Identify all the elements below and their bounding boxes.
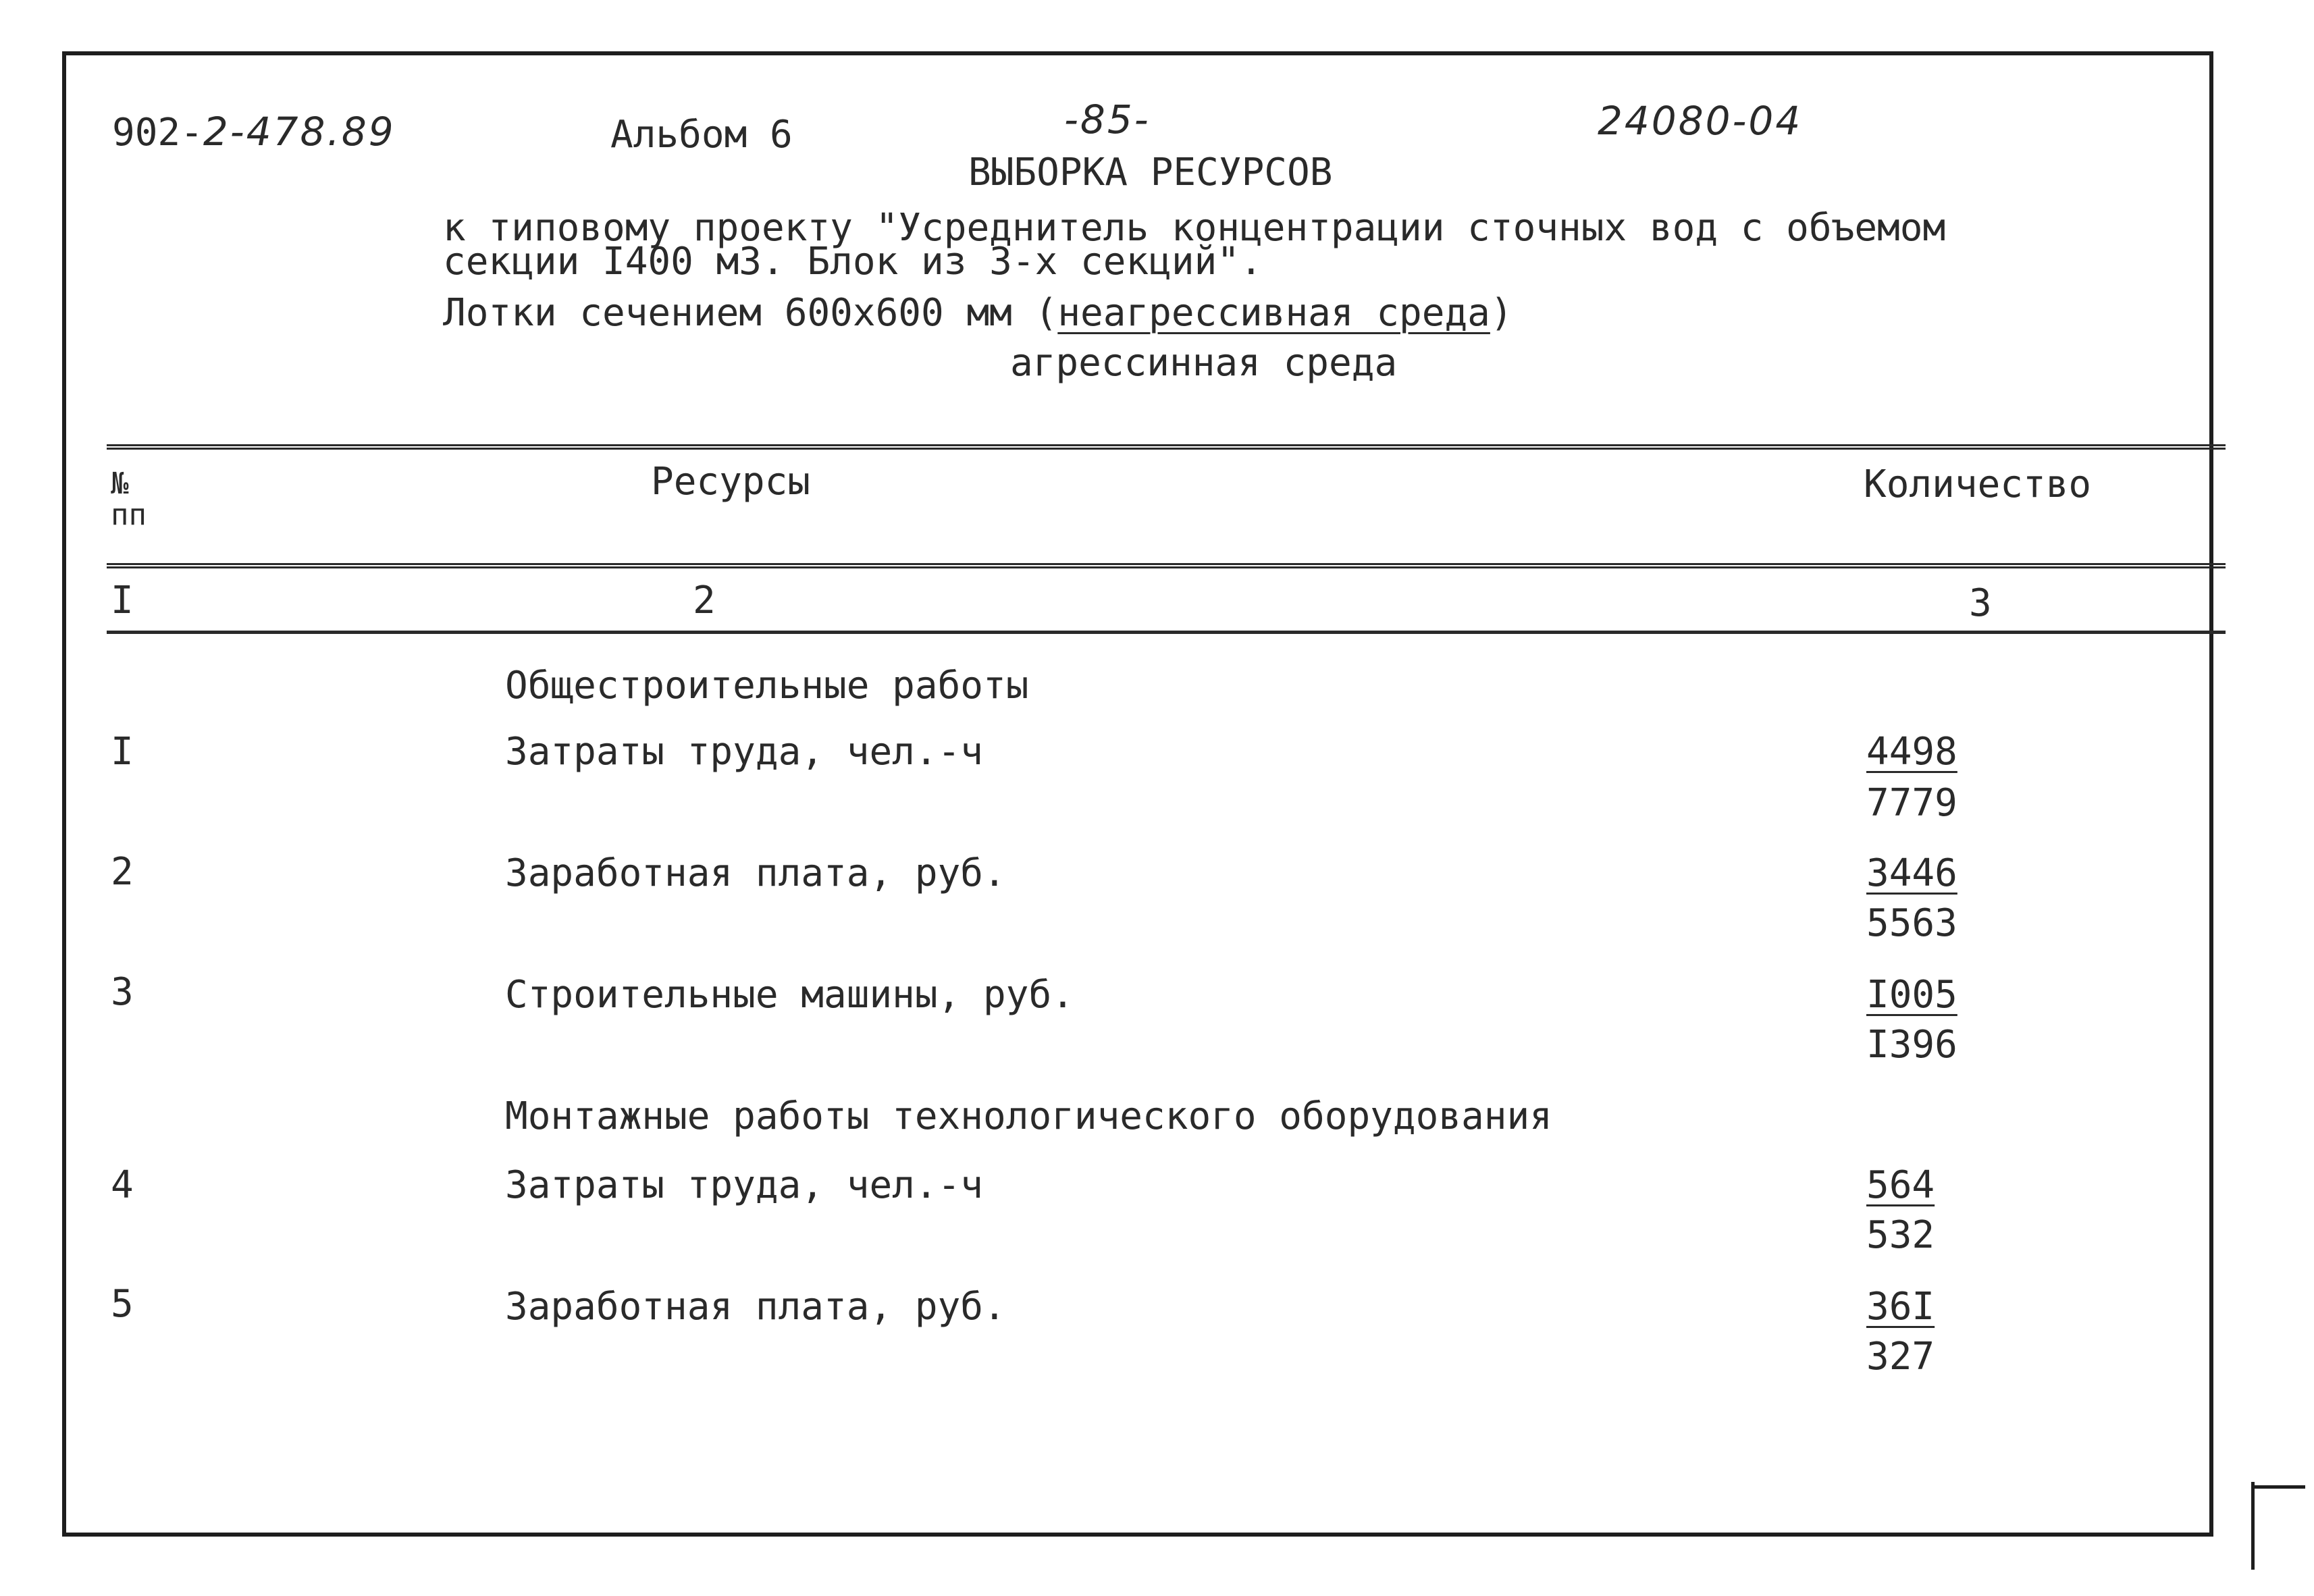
row-resource-name: Заработная плата, руб.: [505, 851, 1006, 895]
page-title: ВЫБОРКА РЕСУРСОВ: [968, 151, 1333, 194]
document-number: 24080-04: [1598, 98, 1803, 144]
subtitle-line-3-suffix: ): [1490, 291, 1513, 335]
row-resource-name: Затраты труда, чел.-ч: [505, 1163, 984, 1207]
header-quantity: Количество: [1864, 462, 2092, 506]
row-quantity-bottom: 327: [1866, 1335, 1935, 1379]
row-quantity-bottom: 5563: [1866, 901, 1957, 945]
row-quantity-top: 4498: [1866, 730, 1957, 774]
subtitle-line-3-prefix: Лотки сечением 600х600 мм (: [443, 291, 1058, 335]
row-quantity-bottom: 7779: [1866, 781, 1957, 825]
column-number-3: 3: [1969, 581, 1992, 625]
section-title: Монтажные работы технологического оборудования: [505, 1094, 1552, 1138]
row-quantity-top: 36I: [1866, 1285, 1935, 1329]
frame-mark-vertical: [2251, 1482, 2255, 1570]
row-quantity-bottom: I396: [1866, 1023, 1957, 1067]
row-number: 5: [111, 1282, 134, 1326]
header-num-line-2: пп: [111, 498, 147, 532]
subtitle-line-4: агрессинная среда: [1010, 341, 1398, 385]
row-resource-name: Строительные машины, руб.: [505, 973, 1074, 1017]
subtitle-underlined-text: неагрессивная среда: [1057, 291, 1490, 335]
document-code-prefix: 902-: [112, 111, 203, 155]
document-code: [112, 109, 396, 155]
row-quantity-top: 564: [1866, 1163, 1935, 1207]
subtitle-line-2: секции I400 м3. Блок из 3-х секций".: [443, 240, 1263, 284]
document-code-handwritten: 2-478.89: [203, 109, 396, 155]
page-number: -85-: [1064, 97, 1151, 142]
row-resource-name: Затраты труда, чел.-ч: [505, 730, 984, 774]
row-number: 2: [111, 850, 134, 894]
subtitle-line-1: к типовому проекту "Усреднитель концентрации сточных вод с объемом: [443, 206, 1946, 250]
row-resource-name: Заработная плата, руб.: [505, 1285, 1006, 1329]
header-resources: Ресурсы: [651, 460, 811, 504]
column-number-2: 2: [693, 579, 716, 622]
row-quantity-top: I005: [1866, 973, 1957, 1017]
column-number-1: I: [111, 579, 134, 622]
album-label: Альбом 6: [610, 113, 793, 157]
table-top-rule: [107, 444, 2226, 450]
row-number: I: [111, 730, 134, 774]
column-numbers-bottom-rule: [107, 631, 2226, 634]
section-title: Общестроительные работы: [505, 664, 1029, 708]
header-bottom-rule: [107, 563, 2226, 568]
row-quantity-top: 3446: [1866, 851, 1957, 895]
row-number: 4: [111, 1163, 134, 1207]
row-number: 3: [111, 970, 134, 1014]
subtitle-line-3: [443, 291, 1513, 335]
header-num-line-1: №: [111, 467, 129, 501]
row-quantity-bottom: 532: [1866, 1213, 1935, 1257]
frame-mark-horizontal: [2251, 1485, 2305, 1489]
